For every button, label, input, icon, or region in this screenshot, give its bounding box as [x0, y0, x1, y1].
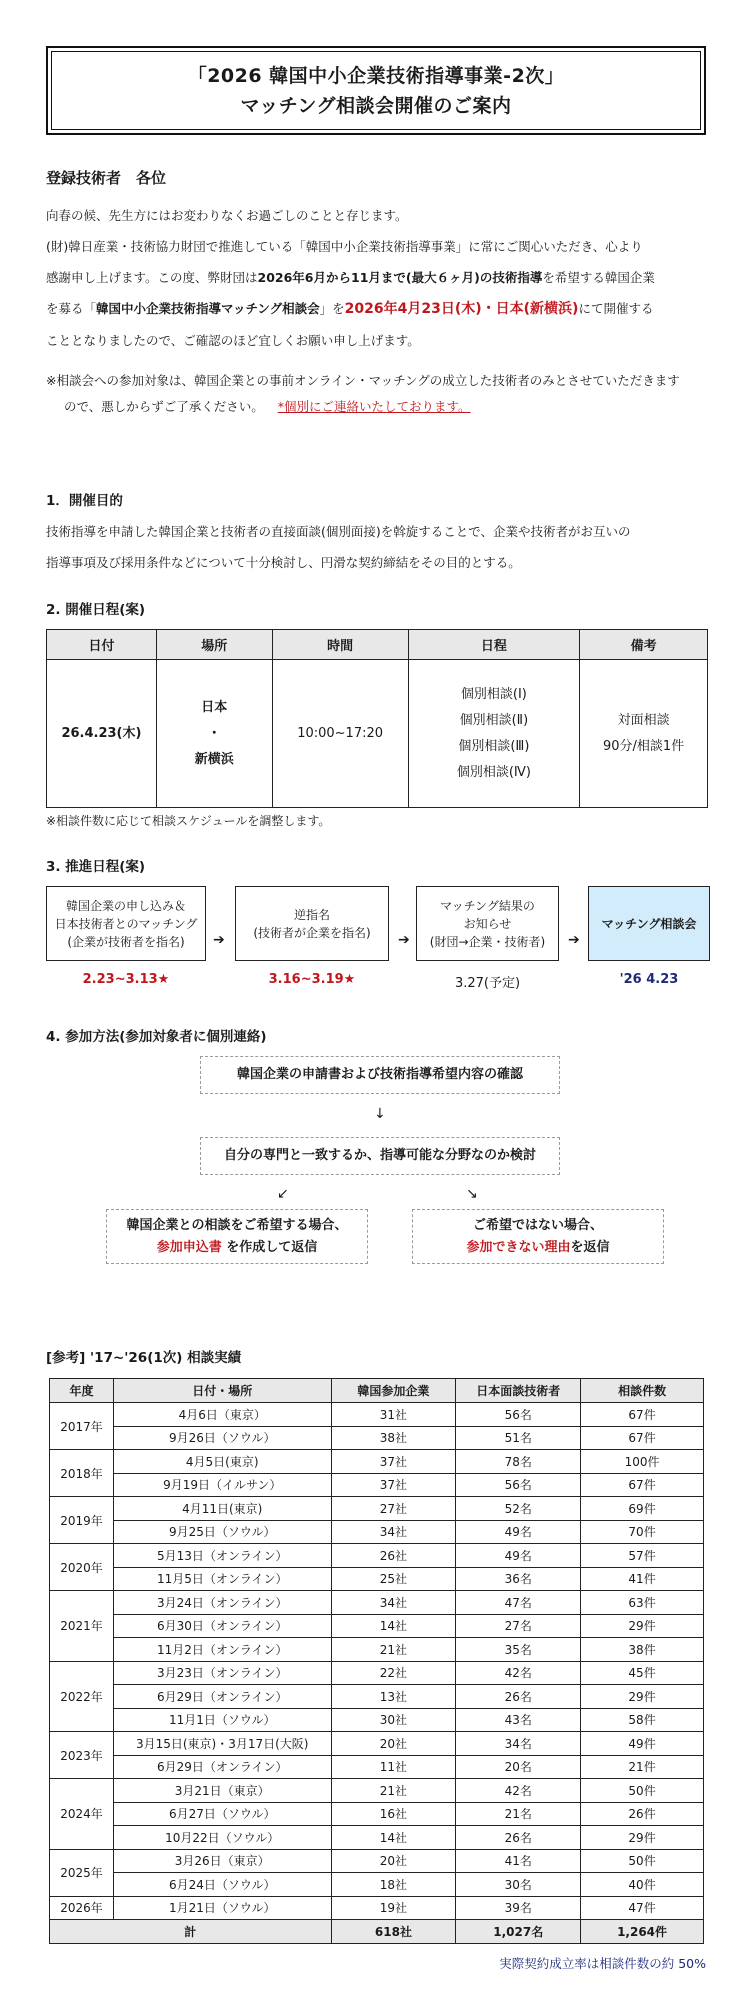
flow-line: お知らせ [463, 916, 512, 931]
table-row [50, 1520, 704, 1544]
japanese-engineers-cell: 47名 [456, 1591, 581, 1615]
japanese-engineers-cell: 35名 [456, 1638, 581, 1662]
consultations-cell: 26件 [581, 1802, 704, 1826]
table-row [50, 1661, 704, 1685]
down-arrow-icon: ↓ [374, 1106, 386, 1122]
flow-line: 日本技術者とのマッチング [54, 916, 198, 931]
session-item: 個別相談(Ⅱ) [459, 712, 529, 728]
consultations-cell: 67件 [581, 1473, 704, 1497]
schedule-sessions [408, 660, 580, 808]
table-row [50, 1497, 704, 1521]
schedule-place [156, 660, 272, 808]
method-text: を返信 [570, 1239, 610, 1255]
date-place-cell: 6月30日（オンライン） [113, 1614, 331, 1638]
remark-line: 90分/相談1件 [603, 738, 685, 754]
date-place-cell: 1月21日（ソウル） [113, 1896, 331, 1920]
date-place-cell: 10月22日（ソウル） [113, 1826, 331, 1850]
date-place-cell: 4月5日(東京) [113, 1450, 331, 1474]
notice-line: ※相談会への参加対象は、韓国企業との事前オンライン・マッチングの成立した技術者のみとさせていただきます [46, 373, 680, 388]
records-header-cell: 日付・場所 [113, 1379, 331, 1403]
schedule-date: 26.4.23(木) [47, 660, 157, 808]
date-place-cell: 11月5日（オンライン） [113, 1567, 331, 1591]
consultations-cell: 57件 [581, 1544, 704, 1568]
method-option-no [412, 1209, 664, 1264]
korean-companies-cell: 21社 [331, 1779, 456, 1803]
year-cell: 2022年 [50, 1661, 114, 1732]
year-cell: 2018年 [50, 1450, 114, 1497]
table-row [50, 1426, 704, 1450]
table-row [50, 1779, 704, 1803]
table-row [50, 1685, 704, 1709]
flow-step-3 [416, 886, 559, 961]
date-place-cell: 9月26日（ソウル） [113, 1426, 331, 1450]
table-row [50, 1849, 704, 1873]
year-cell: 2023年 [50, 1732, 114, 1779]
total-cell: 1,264件 [581, 1920, 704, 1944]
year-cell: 2017年 [50, 1403, 114, 1450]
intro-line: こととなりましたので、ご確認のほど宜しくお願い申し上げます。 [46, 333, 420, 348]
schedule-header-cell: 日程 [408, 630, 580, 660]
consultations-cell: 40件 [581, 1873, 704, 1897]
date-place-cell: 4月6日（東京） [113, 1403, 331, 1427]
consultations-cell: 49件 [581, 1732, 704, 1756]
date-place-cell: 3月26日（東京） [113, 1849, 331, 1873]
schedule-header-cell: 時間 [272, 630, 408, 660]
method-text [157, 1237, 318, 1259]
date-place-cell: 9月25日（ソウル） [113, 1520, 331, 1544]
schedule-table [46, 629, 708, 808]
date-place-cell: 9月19日（イルサン） [113, 1473, 331, 1497]
japanese-engineers-cell: 30名 [456, 1873, 581, 1897]
japanese-engineers-cell: 49名 [456, 1544, 581, 1568]
intro-line: (財)韓日産業・技術協力財団で推進している「韓国中小企業技術指導事業」に常にご関心いただき、心より [46, 239, 643, 254]
japanese-engineers-cell: 49名 [456, 1520, 581, 1544]
korean-companies-cell: 25社 [331, 1567, 456, 1591]
korean-companies-cell: 34社 [331, 1591, 456, 1615]
table-row [50, 1638, 704, 1662]
japanese-engineers-cell: 20名 [456, 1755, 581, 1779]
session-item: 個別相談(Ⅰ) [460, 686, 527, 702]
year-cell: 2024年 [50, 1779, 114, 1850]
date-place-cell: 4月11日(東京) [113, 1497, 331, 1521]
intro-text: を希望する韓国企業 [542, 270, 655, 285]
japanese-engineers-cell: 43名 [456, 1708, 581, 1732]
schedule-row [47, 660, 708, 808]
table-row [50, 1732, 704, 1756]
japanese-engineers-cell: 34名 [456, 1732, 581, 1756]
table-row [50, 1403, 704, 1427]
section-1-line: 技術指導を申請した韓国企業と技術者の直接面談(個別面接)を斡旋することで、企業や技術者がお互いの [46, 524, 631, 539]
notice-red-text: *個別にご連絡いたしております。 [277, 399, 471, 414]
records-header-cell: 日本面談技術者 [456, 1379, 581, 1403]
method-text [466, 1237, 609, 1259]
intro-paragraph [46, 200, 716, 356]
flow-line: マッチング結果の [440, 898, 535, 913]
records-body [50, 1403, 704, 1944]
korean-companies-cell: 38社 [331, 1426, 456, 1450]
korean-companies-cell: 21社 [331, 1638, 456, 1662]
flow-line: (財団→企業・技術者) [429, 934, 546, 949]
place-line: ・ [207, 725, 221, 741]
korean-companies-cell: 34社 [331, 1520, 456, 1544]
session-item: 個別相談(Ⅳ) [456, 764, 531, 780]
remark-line: 対面相談 [617, 712, 670, 728]
flow-line: マッチング相談会 [601, 916, 697, 931]
date-place-cell: 3月15日(東京)・3月17日(大阪) [113, 1732, 331, 1756]
consultations-cell: 63件 [581, 1591, 704, 1615]
korean-companies-cell: 18社 [331, 1873, 456, 1897]
consultations-cell: 50件 [581, 1779, 704, 1803]
consultations-cell: 29件 [581, 1685, 704, 1709]
date-place-cell: 6月24日（ソウル） [113, 1873, 331, 1897]
total-row [50, 1920, 704, 1944]
section-3-heading: 3. 推進日程(案) [46, 859, 146, 875]
table-row [50, 1591, 704, 1615]
japanese-engineers-cell: 51名 [456, 1426, 581, 1450]
intro-text: 感謝申し上げます。この度、弊財団は [46, 270, 258, 285]
flow-line: (企業が技術者を指名) [67, 934, 185, 949]
intro-line: 向春の候、先生方にはお変わりなくお過ごしのことと存じます。 [46, 208, 408, 223]
consultations-cell: 58件 [581, 1708, 704, 1732]
date-place-cell: 3月24日（オンライン） [113, 1591, 331, 1615]
table-row [50, 1708, 704, 1732]
japanese-engineers-cell: 41名 [456, 1849, 581, 1873]
date-place-cell: 3月23日（オンライン） [113, 1661, 331, 1685]
korean-companies-cell: 22社 [331, 1661, 456, 1685]
flow-step-2 [235, 886, 389, 961]
consultations-cell: 29件 [581, 1614, 704, 1638]
notice-line [46, 394, 716, 420]
consultations-cell: 29件 [581, 1826, 704, 1850]
year-cell: 2020年 [50, 1544, 114, 1591]
section-2-heading: 2. 開催日程(案) [46, 602, 146, 618]
records-header-cell: 相談件数 [581, 1379, 704, 1403]
date-place-cell: 11月1日（ソウル） [113, 1708, 331, 1732]
year-cell: 2026年 [50, 1896, 114, 1920]
japanese-engineers-cell: 42名 [456, 1661, 581, 1685]
notice-text: ので、悪しからずご了承ください。 [64, 399, 264, 414]
flow-line: 韓国企業の申し込み＆ [65, 898, 186, 913]
japanese-engineers-cell: 56名 [456, 1403, 581, 1427]
intro-text: にて開催する [578, 301, 654, 316]
down-left-arrow-icon: ↙ [277, 1186, 289, 1202]
japanese-engineers-cell: 42名 [456, 1779, 581, 1803]
place-line: 新横浜 [194, 751, 234, 767]
schedule-note: ※相談件数に応じて相談スケジュールを調整します。 [46, 814, 331, 828]
section-1-heading: 1．開催目的 [46, 493, 123, 509]
schedule-header-cell: 備考 [580, 630, 708, 660]
korean-companies-cell: 14社 [331, 1826, 456, 1850]
participation-notice [46, 368, 716, 420]
session-item: 個別相談(Ⅲ) [458, 738, 530, 754]
consultations-cell: 70件 [581, 1520, 704, 1544]
korean-companies-cell: 37社 [331, 1450, 456, 1474]
period-highlight: 2026年6月から11月まで(最大６ヶ月)の技術指導 [257, 270, 543, 285]
japanese-engineers-cell: 21名 [456, 1802, 581, 1826]
japanese-engineers-cell: 52名 [456, 1497, 581, 1521]
flow-arrow-icon: ➔ [398, 932, 410, 948]
contract-rate-note: 実際契約成立率は相談件数の約 50% [499, 1956, 706, 1971]
records-header-cell: 韓国参加企業 [331, 1379, 456, 1403]
korean-companies-cell: 37社 [331, 1473, 456, 1497]
japanese-engineers-cell: 26名 [456, 1826, 581, 1850]
method-text: 自分の専門と一致するか、指導可能な分野なのか検討 [223, 1148, 536, 1163]
method-option-yes [106, 1209, 368, 1264]
consultations-cell: 50件 [581, 1849, 704, 1873]
consultations-cell: 69件 [581, 1497, 704, 1521]
korean-companies-cell: 14社 [331, 1614, 456, 1638]
date-place-cell: 6月29日（オンライン） [113, 1755, 331, 1779]
consultations-cell: 38件 [581, 1638, 704, 1662]
korean-companies-cell: 26社 [331, 1544, 456, 1568]
table-row [50, 1873, 704, 1897]
title-line-1: 「2026 韓国中小企業技術指導事業-2次」 [187, 64, 565, 87]
table-row [50, 1473, 704, 1497]
korean-companies-cell: 31社 [331, 1403, 456, 1427]
table-row [50, 1826, 704, 1850]
table-row [50, 1896, 704, 1920]
table-row [50, 1450, 704, 1474]
year-cell: 2019年 [50, 1497, 114, 1544]
date-place-cell: 11月2日（オンライン） [113, 1638, 331, 1662]
korean-companies-cell: 30社 [331, 1708, 456, 1732]
table-row [50, 1567, 704, 1591]
japanese-engineers-cell: 39名 [456, 1896, 581, 1920]
japanese-engineers-cell: 78名 [456, 1450, 581, 1474]
table-row [50, 1614, 704, 1638]
schedule-time: 10:00~17:20 [272, 660, 408, 808]
consultations-cell: 67件 [581, 1426, 704, 1450]
event-date-highlight: 2026年4月23日(木)・日本(新横浜) [344, 301, 579, 317]
event-name: 韓国中小企業技術指導マッチング相談会 [96, 301, 320, 316]
method-step-review [200, 1137, 560, 1175]
section-4-heading: 4. 参加方法(参加対象者に個別連絡) [46, 1029, 267, 1045]
korean-companies-cell: 27社 [331, 1497, 456, 1521]
flow-date-4: '26 4.23 [619, 972, 679, 987]
schedule-remarks [580, 660, 708, 808]
consultations-cell: 100件 [581, 1450, 704, 1474]
japanese-engineers-cell: 56名 [456, 1473, 581, 1497]
title-inner [51, 51, 701, 130]
flow-line: (技術者が企業を指名) [253, 925, 371, 940]
method-text: 韓国企業の申請書および技術指導希望内容の確認 [236, 1067, 523, 1082]
records-header-row [50, 1379, 704, 1403]
intro-text: を募る「 [46, 301, 97, 316]
place-line: 日本 [201, 699, 228, 715]
method-text: を作成して返信 [221, 1239, 318, 1255]
section-1-line: 指導事項及び採用条件などについて十分検討し、円滑な契約締結をその目的とする。 [46, 555, 521, 570]
table-row [50, 1755, 704, 1779]
method-step-confirm [200, 1056, 560, 1094]
schedule-header-row [47, 630, 708, 660]
japanese-engineers-cell: 26名 [456, 1685, 581, 1709]
table-row [50, 1544, 704, 1568]
date-place-cell: 3月21日（東京） [113, 1779, 331, 1803]
apply-form-text: 参加申込書 [156, 1239, 222, 1255]
date-place-cell: 6月27日（ソウル） [113, 1802, 331, 1826]
flow-date-3: 3.27(予定) [454, 976, 521, 991]
title-line-2: マッチング相談会開催のご案内 [240, 94, 512, 117]
down-right-arrow-icon: ↘ [466, 1186, 478, 1202]
intro-line [46, 262, 716, 293]
addressee: 登録技術者 各位 [46, 169, 167, 187]
korean-companies-cell: 19社 [331, 1896, 456, 1920]
korean-companies-cell: 13社 [331, 1685, 456, 1709]
schedule-header-cell: 場所 [156, 630, 272, 660]
flow-date-2: 3.16~3.19★ [268, 972, 356, 987]
method-text: ご希望ではない場合、 [472, 1217, 603, 1233]
total-cell: 1,027名 [456, 1920, 581, 1944]
flow-arrow-icon: ➔ [213, 932, 225, 948]
consultations-cell: 45件 [581, 1661, 704, 1685]
title-box [46, 46, 706, 135]
records-table [49, 1378, 704, 1944]
korean-companies-cell: 16社 [331, 1802, 456, 1826]
intro-line [46, 293, 716, 325]
consultations-cell: 41件 [581, 1567, 704, 1591]
korean-companies-cell: 20社 [331, 1732, 456, 1756]
japanese-engineers-cell: 27名 [456, 1614, 581, 1638]
year-cell: 2025年 [50, 1849, 114, 1896]
flow-line: 逆指名 [293, 907, 330, 922]
consultations-cell: 21件 [581, 1755, 704, 1779]
flow-date-1: 2.23~3.13★ [82, 972, 170, 987]
flow-step-4 [588, 886, 710, 961]
korean-companies-cell: 20社 [331, 1849, 456, 1873]
consultations-cell: 47件 [581, 1896, 704, 1920]
records-header-cell: 年度 [50, 1379, 114, 1403]
year-cell: 2021年 [50, 1591, 114, 1662]
records-title: [参考] '17~'26(1次) 相談実績 [46, 1350, 242, 1366]
japanese-engineers-cell: 36名 [456, 1567, 581, 1591]
table-row [50, 1802, 704, 1826]
date-place-cell: 6月29日（オンライン） [113, 1685, 331, 1709]
korean-companies-cell: 11社 [331, 1755, 456, 1779]
flow-step-1 [46, 886, 206, 961]
section-1-text [46, 516, 716, 578]
total-cell: 計 [50, 1920, 332, 1944]
decline-reason-text: 参加できない理由 [466, 1239, 571, 1255]
method-text: 韓国企業との相談をご希望する場合、 [126, 1217, 348, 1233]
intro-text: 」を [319, 301, 345, 316]
schedule-header-cell: 日付 [47, 630, 157, 660]
date-place-cell: 5月13日（オンライン） [113, 1544, 331, 1568]
total-cell: 618社 [331, 1920, 456, 1944]
flow-arrow-icon: ➔ [568, 932, 580, 948]
consultations-cell: 67件 [581, 1403, 704, 1427]
